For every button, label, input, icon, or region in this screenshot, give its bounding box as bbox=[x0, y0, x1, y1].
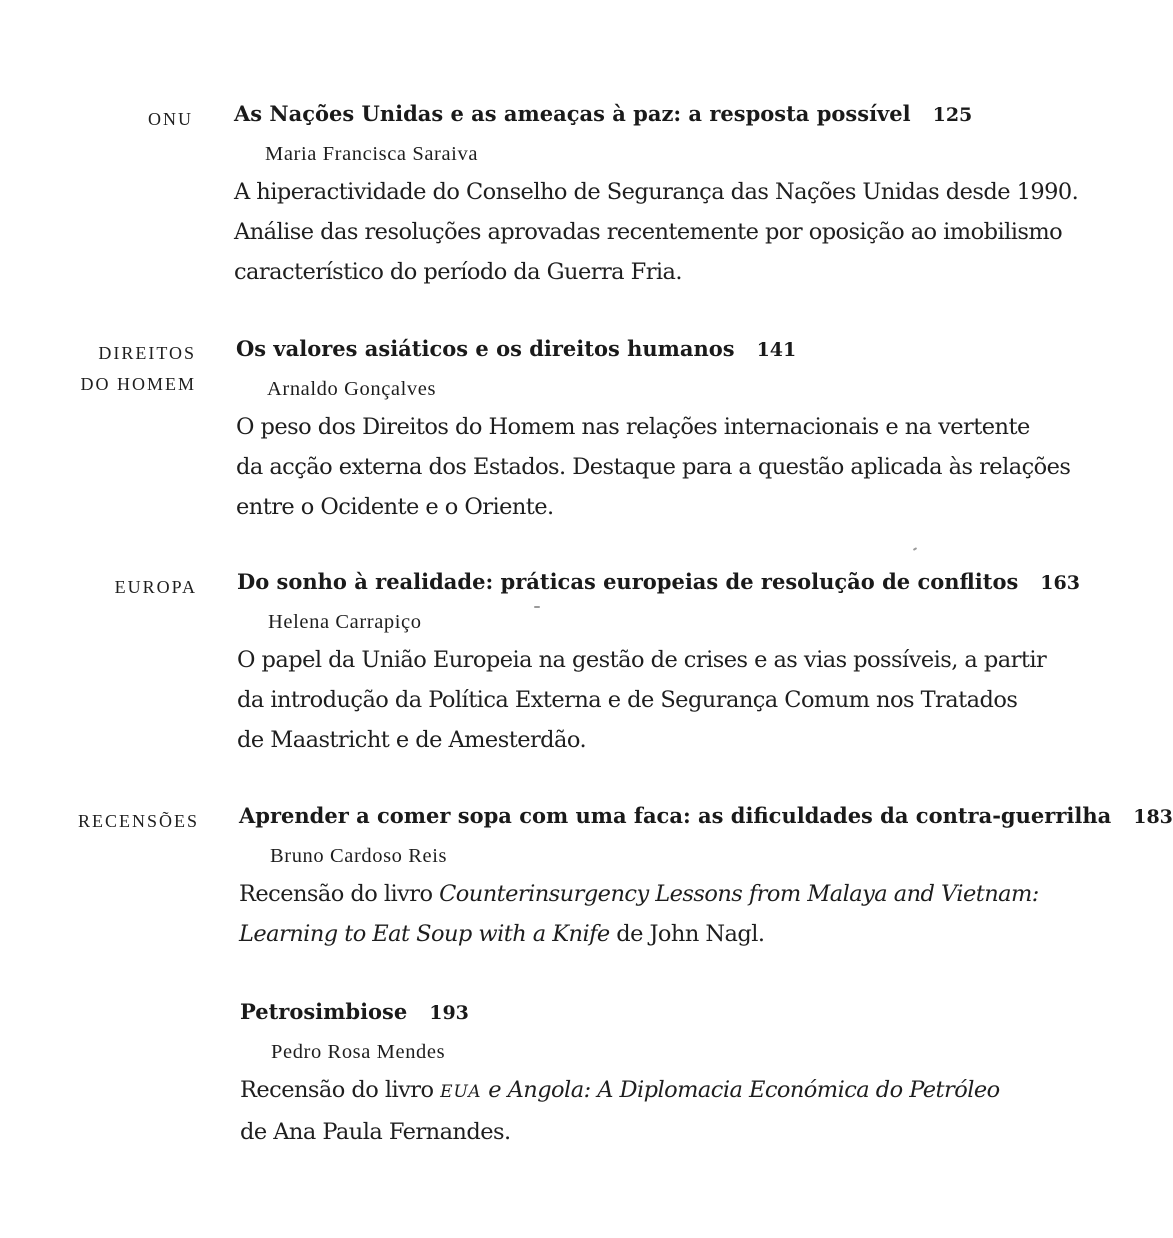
book-title: Learning to Eat Soup with a Knife bbox=[239, 921, 610, 947]
page-number: 125 bbox=[932, 104, 973, 126]
summary-line: entre o Ocidente e o Oriente. bbox=[236, 494, 554, 520]
entry-title-row bbox=[237, 567, 1117, 598]
entry-author: Pedro Rosa Mendes bbox=[271, 1041, 446, 1063]
summary-line: Análise das resoluções aprovadas recentemente por oposição ao imobilismo bbox=[234, 219, 1063, 245]
toc-entry bbox=[237, 567, 1117, 760]
entry-author: Bruno Cardoso Reis bbox=[270, 845, 448, 867]
entry-title[interactable]: Petrosimbiose bbox=[240, 999, 408, 1024]
page-number: 183 bbox=[1133, 806, 1173, 828]
entry-summary bbox=[237, 640, 1117, 760]
summary-prefix: Recensão do livro bbox=[240, 1077, 441, 1103]
summary-line: característico do período da Guerra Fria. bbox=[234, 259, 683, 285]
summary-line: da introdução da Política Externa e de Segurança Comum nos Tratados bbox=[237, 687, 1018, 713]
entry-title-row bbox=[239, 801, 1173, 832]
page-number: 141 bbox=[756, 339, 797, 361]
summary-line: da acção externa dos Estados. Destaque para a questão aplicada às relações bbox=[236, 454, 1071, 480]
entry-title-row bbox=[236, 334, 1116, 365]
entry-author: Maria Francisca Saraiva bbox=[265, 143, 479, 165]
book-title-abbreviation: EUA bbox=[440, 1082, 482, 1102]
entry-summary bbox=[239, 874, 1119, 954]
section-label-line: DO HOMEM bbox=[80, 374, 196, 394]
summary-prefix: Recensão do livro bbox=[239, 881, 440, 907]
page-number: 193 bbox=[429, 1002, 469, 1024]
summary-line bbox=[239, 874, 1119, 914]
entry-title-row bbox=[240, 997, 1120, 1028]
entry-author: Arnaldo Gonçalves bbox=[267, 378, 437, 400]
summary-line bbox=[240, 1070, 1120, 1112]
book-title: Counterinsurgency Lessons from Malaya and Vietnam: bbox=[439, 881, 1039, 907]
page-number: 163 bbox=[1040, 572, 1080, 594]
section-label-recensoes: RECENSÕES bbox=[77, 811, 199, 831]
summary-suffix: de John Nagl. bbox=[609, 921, 765, 947]
entry-title[interactable]: Os valores asiáticos e os direitos humanos bbox=[236, 336, 735, 361]
summary-line: de Maastricht e de Amesterdão. bbox=[237, 727, 587, 753]
entry-title[interactable]: As Nações Unidas e as ameaças à paz: a resposta possível bbox=[234, 101, 911, 126]
scan-speck bbox=[913, 547, 917, 551]
section-label-direitos-do-homem bbox=[0, 338, 196, 400]
entry-summary bbox=[240, 1070, 1120, 1152]
entry-summary bbox=[236, 407, 1116, 527]
entry-summary bbox=[234, 172, 1114, 292]
toc-entry bbox=[234, 99, 1114, 292]
entry-title-row bbox=[234, 99, 1114, 130]
summary-line: de Ana Paula Fernandes. bbox=[240, 1119, 511, 1145]
entry-title[interactable]: Aprender a comer sopa com uma faca: as dificuldades da contra-guerrilha bbox=[239, 803, 1112, 828]
entry-title[interactable]: Do sonho à realidade: práticas europeias de resolução de conflitos bbox=[237, 569, 1019, 594]
book-title: e Angola: A Diplomacia Económica do Petróleo bbox=[481, 1077, 1000, 1103]
summary-line: A hiperactividade do Conselho de Segurança das Nações Unidas desde 1990. bbox=[234, 179, 1079, 205]
scan-speck bbox=[534, 606, 540, 608]
toc-entry bbox=[239, 801, 1173, 954]
summary-line bbox=[239, 914, 1119, 954]
section-label-onu: ONU bbox=[148, 109, 193, 129]
toc-entry bbox=[240, 997, 1120, 1152]
toc-entry bbox=[236, 334, 1116, 527]
summary-line: O papel da União Europeia na gestão de crises e as vias possíveis, a partir bbox=[237, 647, 1047, 673]
summary-line: O peso dos Direitos do Homem nas relações internacionais e na vertente bbox=[236, 414, 1030, 440]
section-label-europa: EUROPA bbox=[114, 577, 197, 597]
entry-author: Helena Carrapiço bbox=[268, 611, 422, 633]
section-label-line: DIREITOS bbox=[98, 343, 196, 363]
